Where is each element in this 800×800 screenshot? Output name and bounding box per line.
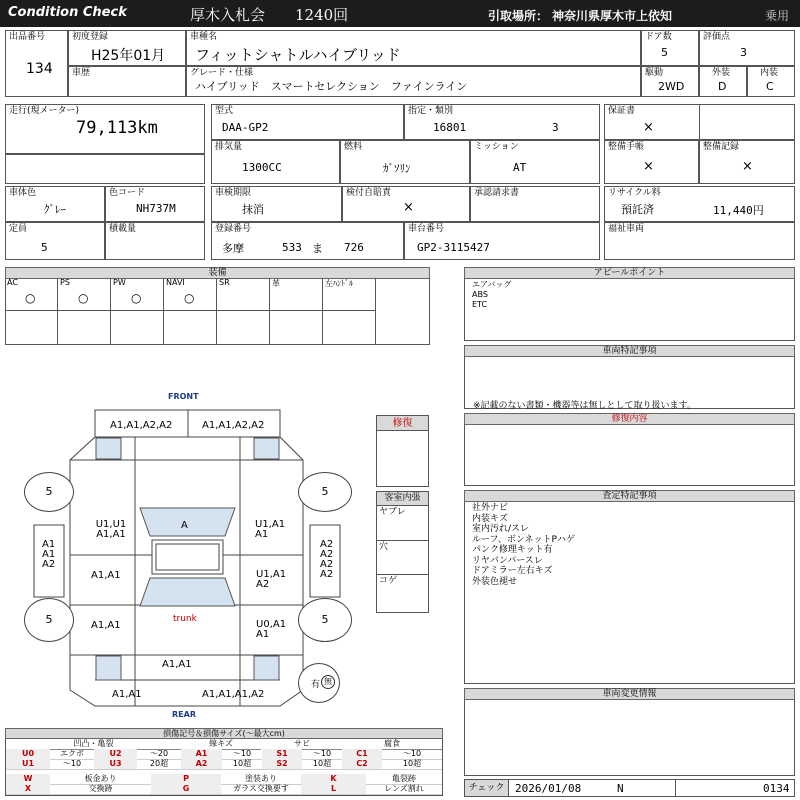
exterior-box xyxy=(699,66,747,97)
change-title: 車両変更情報 xyxy=(464,688,795,700)
assessment-title: 査定特記事項 xyxy=(464,490,795,502)
repair-content-title: 修復内容 xyxy=(464,413,795,425)
auction-session: 1240回 xyxy=(295,6,349,24)
check-mark: N xyxy=(617,782,624,795)
reg-kana: ま xyxy=(312,242,323,255)
legend-group-label: 線キズ xyxy=(181,739,261,750)
doors: 5 xyxy=(661,46,668,59)
equipment-label: NAVI xyxy=(166,278,185,287)
legend-size: 〜10 xyxy=(222,749,262,760)
grade-label: グレード・仕様 xyxy=(190,68,254,78)
manual: × xyxy=(643,159,654,174)
manual-box xyxy=(604,140,699,184)
capacity-box xyxy=(5,222,105,260)
check-number: 0134 xyxy=(763,782,790,795)
trunk-label: trunk xyxy=(173,614,197,624)
recycle-fee: 11,440円 xyxy=(713,204,764,217)
legend-code: A1 xyxy=(181,749,222,760)
displacement-label: 排気量 xyxy=(215,142,243,152)
first-reg-label: 初度登録 xyxy=(72,32,109,42)
category: 乗用 xyxy=(765,9,790,23)
equipment-cell xyxy=(58,278,111,345)
equipment-cell xyxy=(111,278,164,345)
front-right-panel: A1,A1,A2,A2 xyxy=(202,420,265,431)
capacity-label: 定員 xyxy=(9,224,28,234)
mileage-box xyxy=(5,104,205,154)
legend-size: 10超 xyxy=(302,759,342,770)
color-code: NH737M xyxy=(136,202,176,215)
rear-bumper-left: A1,A1 xyxy=(112,689,142,700)
legend-size: 〜10 xyxy=(50,759,94,770)
spec-number: 16801 xyxy=(433,121,467,134)
tire-front-left: 5 xyxy=(24,472,74,512)
lot-number: 134 xyxy=(26,61,53,77)
legend-code: U1 xyxy=(6,759,50,770)
legend-mark-code: P xyxy=(151,774,221,785)
rear-right-door: U1,A1 A2 xyxy=(256,569,287,590)
model: DAA-GP2 xyxy=(222,121,269,134)
check-row xyxy=(464,779,795,797)
assessment-item: リヤバンパースレ xyxy=(472,555,543,566)
welfare-label: 福祉車両 xyxy=(608,224,645,234)
equipment-label: PW xyxy=(113,278,126,287)
spare-mark: 無 xyxy=(321,675,335,689)
drive-box xyxy=(641,66,699,97)
score-box xyxy=(699,30,795,66)
interior-box xyxy=(747,66,795,97)
legend-size: 〜10 xyxy=(302,749,342,760)
equipment-panel xyxy=(5,267,430,345)
equipment-cell xyxy=(5,278,58,345)
grade-box xyxy=(186,66,641,97)
assessment-panel xyxy=(464,490,795,684)
fuel-label: 燃料 xyxy=(344,142,363,152)
interior-lining-title: 客室内張 xyxy=(377,492,428,506)
drive: 2WD xyxy=(658,80,685,93)
check-date: 2026/01/08 xyxy=(515,782,582,795)
rear-left-door: A1,A1 xyxy=(91,570,121,581)
legend-code: C1 xyxy=(342,749,382,760)
front-right-door: U1,A1 A1 xyxy=(255,519,286,540)
special-note: ※記載のない書類・機器等は無しとして取り扱います。 xyxy=(473,401,696,411)
lot-label: 出品番号 xyxy=(9,32,46,42)
legend-size: 〜20 xyxy=(137,749,181,760)
equipment-label: PS xyxy=(60,278,70,287)
equipment-label: SR xyxy=(219,278,230,287)
legend-mark-code: G xyxy=(151,784,221,795)
car-name: フィットシャトルハイブリッド xyxy=(195,46,401,64)
rear-bumper-right: A1,A1,A1,A2 xyxy=(202,689,265,700)
interior-hole: 穴 xyxy=(379,542,389,552)
appeal-list xyxy=(472,280,511,310)
class-number: 3 xyxy=(552,121,559,134)
equipment-cell xyxy=(270,278,323,345)
selfcheck-label: 検付自賠責 xyxy=(346,188,392,198)
left-rear-fender: A1,A1 xyxy=(91,620,121,631)
front-left-panel: A1,A1,A2,A2 xyxy=(110,420,173,431)
legend-mark-desc: レンズ割れ xyxy=(366,784,442,795)
check-label: チェック xyxy=(465,780,509,796)
inspection-box xyxy=(211,186,342,222)
legend-mark-desc: 交換跡 xyxy=(50,784,151,795)
legend-code: U0 xyxy=(6,749,50,760)
equipment-mark: ○ xyxy=(184,291,195,305)
appeal-title: アピールポイント xyxy=(464,267,795,279)
reg-area: 多摩 xyxy=(222,242,244,255)
mission: AT xyxy=(513,161,527,174)
pickup-location: 神奈川県厚木市上依知 xyxy=(552,9,673,23)
legend-group-label: サビ xyxy=(262,739,342,750)
legend-code: A2 xyxy=(181,759,222,770)
interior-tear: ヤブレ xyxy=(379,507,406,517)
appeal-panel xyxy=(464,267,795,341)
approval-box xyxy=(470,186,600,222)
mileage-label: 走行(現メーター) xyxy=(9,106,80,116)
warranty: × xyxy=(643,120,654,135)
header-title: Condition Check xyxy=(8,5,127,20)
equipment-label: 左ﾊﾝﾄﾞﾙ xyxy=(325,279,353,288)
legend-mark-code: L xyxy=(301,784,366,795)
auction-name: 厚木入札会 xyxy=(190,6,266,24)
color-label: 車体色 xyxy=(9,188,37,198)
assessment-item: 室内汚れ/スレ xyxy=(472,524,530,534)
drive-label: 駆動 xyxy=(645,68,664,78)
equipment-row xyxy=(5,278,430,345)
spare-tire xyxy=(298,663,340,703)
legend-size: 10超 xyxy=(222,759,262,770)
equipment-mark: ○ xyxy=(131,291,142,305)
color-code-box xyxy=(105,186,205,222)
pickup-label: 引取場所： xyxy=(488,9,549,23)
legend-code: U2 xyxy=(94,749,137,760)
equipment-cell xyxy=(217,278,270,345)
record-box xyxy=(699,140,795,184)
manual-label: 整備手帳 xyxy=(608,142,645,152)
tire-front-right: 5 xyxy=(298,472,352,512)
assessment-list xyxy=(472,503,575,587)
tire-rear-left: 5 xyxy=(24,598,74,642)
legend-mark-desc: ガラス交換要す xyxy=(221,784,301,795)
legend xyxy=(5,728,443,796)
appeal-item: ETC xyxy=(472,300,488,309)
check-divider xyxy=(675,780,676,796)
legend-mark-code: K xyxy=(301,774,366,785)
score-label: 評価点 xyxy=(703,32,731,42)
mileage-blank xyxy=(5,154,205,184)
assessment-item: ドアミラー左右キズ xyxy=(472,566,553,576)
model-label: 型式 xyxy=(215,106,234,116)
car-name-box xyxy=(186,30,641,66)
equipment-label: 革 xyxy=(272,279,280,288)
recycle-label: リサイクル料 xyxy=(608,188,661,198)
interior-burn-cell xyxy=(377,575,428,612)
legend-size: 10超 xyxy=(382,759,442,770)
special-title: 車両特記事項 xyxy=(464,345,795,357)
reg-num: 726 xyxy=(344,241,364,254)
spec-class-label: 指定・類別 xyxy=(408,106,454,116)
interior-hole-cell xyxy=(377,541,428,575)
legend-code: C2 xyxy=(342,759,382,770)
fuel: ｶﾞｿﾘﾝ xyxy=(383,162,411,175)
equipment-mark: ○ xyxy=(25,291,36,305)
legend-groups xyxy=(6,739,442,749)
mileage: 79,113km xyxy=(76,118,158,138)
tire-rear-right: 5 xyxy=(298,598,352,642)
equipment-cell xyxy=(323,278,376,345)
warranty-label: 保証書 xyxy=(608,106,636,116)
first-reg: H25年01月 xyxy=(91,48,166,64)
assessment-item: 社外ナビ xyxy=(472,503,509,513)
legend-size: エクボ xyxy=(50,749,94,760)
chassis-box xyxy=(404,222,600,260)
exterior-label: 外装 xyxy=(712,68,731,78)
mission-label: ミッション xyxy=(474,142,519,152)
equipment-cell xyxy=(164,278,217,345)
legend-code: U3 xyxy=(94,759,137,770)
legend-title: 損傷記号＆損傷サイズ(〜最大cm) xyxy=(5,728,443,739)
capacity: 5 xyxy=(41,241,48,254)
lot-box xyxy=(5,30,68,97)
welfare-box xyxy=(604,222,795,260)
legend-mark-desc: 塗装あり xyxy=(221,774,301,785)
inspection-label: 車検期限 xyxy=(215,188,252,198)
recycle-box xyxy=(604,186,795,222)
repair-box xyxy=(376,415,429,487)
legend-size: 〜10 xyxy=(382,749,442,760)
exterior-grade: D xyxy=(718,80,727,93)
recycle-status: 預託済 xyxy=(621,203,654,216)
interior-grade: C xyxy=(766,80,774,93)
special-notes-panel xyxy=(464,345,795,409)
record-label: 整備記録 xyxy=(703,142,740,152)
score: 3 xyxy=(740,46,747,59)
right-mirror: A2 A2 A2 A2 xyxy=(320,539,334,580)
approval-label: 承認請求書 xyxy=(474,188,520,198)
assessment-item: ルーフ、ボンネットPハゲ xyxy=(472,534,575,545)
front-left-door: U1,U1 A1,A1 xyxy=(95,519,127,540)
repair-content-panel xyxy=(464,413,795,486)
car-name-label: 車種名 xyxy=(190,32,218,42)
chassis-number: GP2-3115427 xyxy=(417,241,490,254)
reg-number-label: 登録番号 xyxy=(215,224,252,234)
model-box xyxy=(211,104,404,140)
first-reg-box xyxy=(68,30,186,66)
header-bar xyxy=(0,0,800,27)
fuel-box xyxy=(340,140,470,184)
doors-label: ドア数 xyxy=(645,32,672,42)
roof: A xyxy=(181,520,188,531)
assessment-item: 内装キズ xyxy=(472,513,508,524)
selfcheck: × xyxy=(403,200,414,215)
rear-center-panel: A1,A1 xyxy=(162,659,192,670)
body-color: ｸﾞﾚｰ xyxy=(44,203,66,216)
appeal-item: ABS xyxy=(472,290,488,299)
legend-code: S2 xyxy=(262,759,302,770)
assessment-item: パンク修理キット有 xyxy=(472,545,553,555)
displacement: 1300CC xyxy=(242,161,282,174)
equipment-title: 装備 xyxy=(5,267,430,279)
selfcheck-box xyxy=(342,186,470,222)
reg-class: 533 xyxy=(282,241,302,254)
rear-label: REAR xyxy=(172,710,196,719)
chassis-label: 車台番号 xyxy=(408,224,445,234)
left-mirror: A1 A1 A2 xyxy=(42,539,56,570)
legend-mark-rows xyxy=(6,774,442,795)
load-box xyxy=(105,222,205,260)
legend-group-label: 腐食 xyxy=(342,739,442,750)
change-panel xyxy=(464,688,795,776)
inspection: 抹消 xyxy=(242,203,264,216)
legend-mark-code: W xyxy=(6,774,50,785)
history-box xyxy=(68,66,186,97)
repair-label: 修復 xyxy=(377,416,428,431)
grade: ハイブリッド スマートセレクション ファインライン xyxy=(195,80,468,93)
color-code-label: 色コード xyxy=(109,188,146,198)
spec-class-box xyxy=(404,104,600,140)
doors-box xyxy=(641,30,699,66)
interior-lining-box xyxy=(376,491,429,613)
legend-mark-code: X xyxy=(6,784,50,795)
interior-tear-cell xyxy=(377,506,428,541)
interior-burn: コゲ xyxy=(379,576,398,586)
legend-mark-desc: 板金あり xyxy=(50,774,151,785)
legend-group-label: 凹凸・亀裂 xyxy=(6,739,181,750)
legend-size: 20超 xyxy=(137,759,181,770)
history-label: 車歴 xyxy=(72,68,91,78)
record: × xyxy=(742,159,753,174)
assessment-item: 外装色褪せ xyxy=(472,576,518,587)
appeal-item: エアバッグ xyxy=(472,280,512,289)
color-box xyxy=(5,186,105,222)
warranty-blank xyxy=(699,104,795,140)
legend-size-rows xyxy=(6,749,442,769)
equipment-mark: ○ xyxy=(78,291,89,305)
right-rear-fender: U0,A1 A1 xyxy=(256,619,287,640)
reg-number-box xyxy=(211,222,404,260)
spare-label: 有 xyxy=(311,680,321,690)
legend-code: S1 xyxy=(262,749,302,760)
legend-mark-desc: 亀裂跡 xyxy=(366,774,442,785)
mission-box xyxy=(470,140,600,184)
displacement-box xyxy=(211,140,340,184)
interior-label: 内装 xyxy=(760,68,779,78)
front-label: FRONT xyxy=(168,392,199,401)
equipment-label: AC xyxy=(7,278,18,287)
load-label: 積載量 xyxy=(109,224,137,234)
